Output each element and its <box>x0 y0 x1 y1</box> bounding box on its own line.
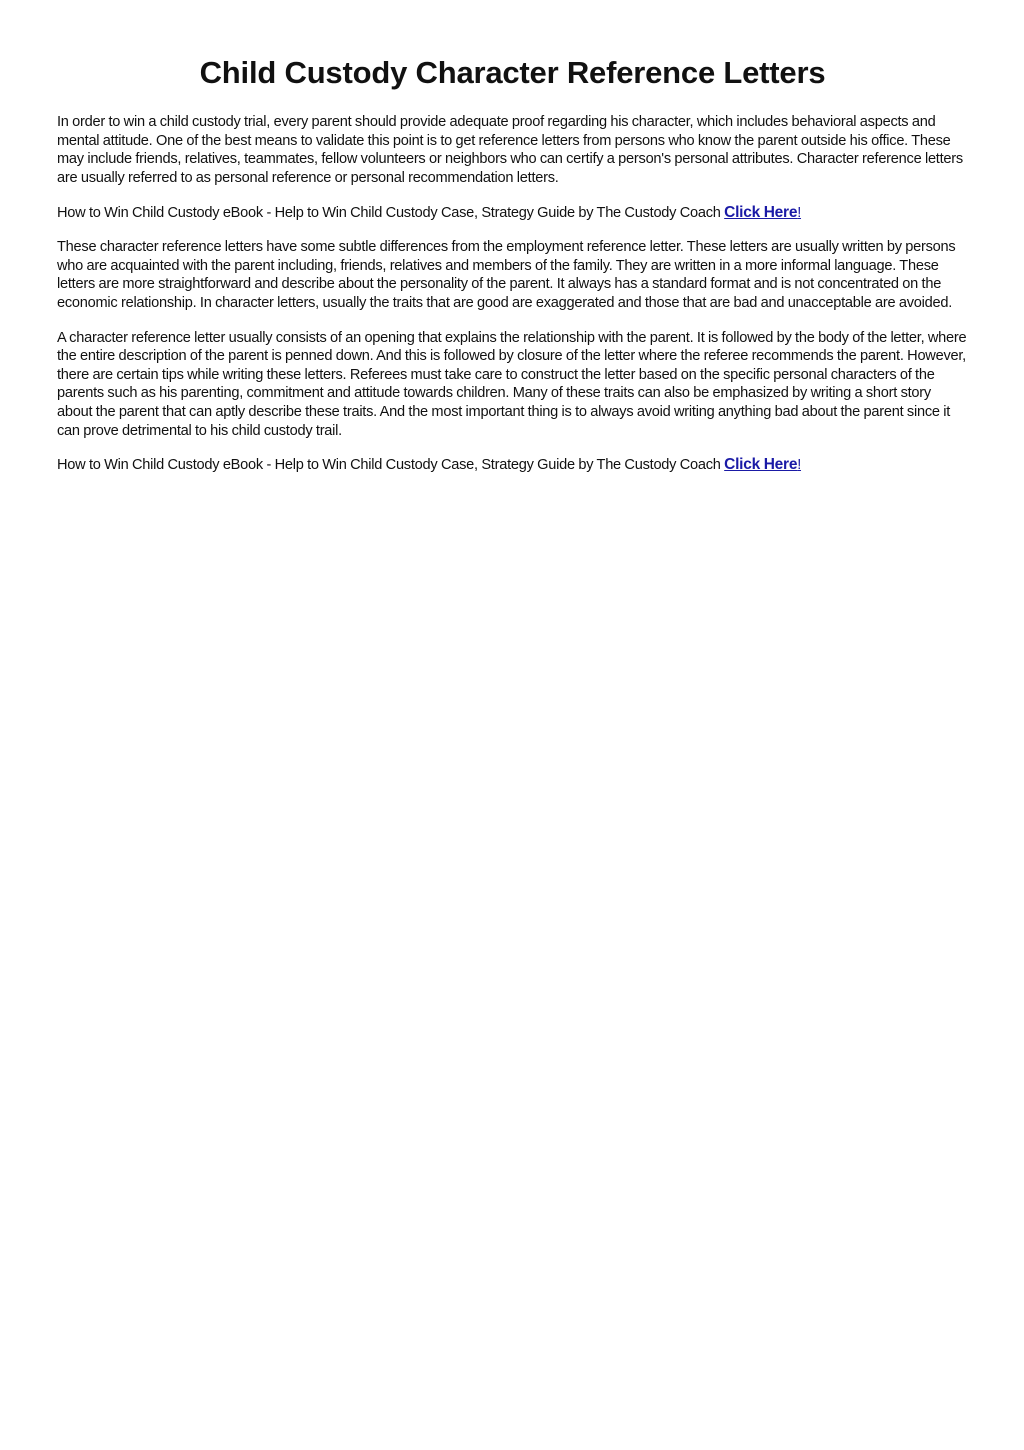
promo-text: How to Win Child Custody eBook - Help to Win Child Custody Case, Strategy Guide by The Custody Coach <box>57 204 725 221</box>
click-here-link[interactable]: Click Here <box>724 203 798 221</box>
promo-line-1 <box>57 204 968 223</box>
click-here-link[interactable]: Click Here <box>724 456 798 474</box>
promo-text: How to Win Child Custody eBook - Help to Win Child Custody Case, Strategy Guide by The Custody Coach <box>57 457 725 474</box>
link-suffix: ! <box>797 204 802 221</box>
paragraph-structure: A character reference letter usually consists of an opening that explains the relationship with the parent. It is followed by the body of the letter, where the entire description of the parent is penned down. And this is followed by closure of the letter where the referee recommends the parent. However, there are certain tips while writing these letters. Referees must take care to construct the letter based on the specific personal characters of the parents such as his parenting, commitment and attitude towards children. Many of these traits can also be emphasized by writing a short story about the parent that can aptly describe these traits. And the most important thing is to always avoid writing anything bad about the parent since it can prove detrimental to his child custody trail. <box>57 329 967 439</box>
link-suffix: ! <box>797 457 802 474</box>
paragraph-differences: These character reference letters have some subtle differences from the employment reference letter. These letters are usually written by persons who are acquainted with the parent including, friends, relatives and members of the family. They are written in a more informal language. These letters are more straightforward and describe about the personality of the parent. It always has a standard format and is not concentrated on the economic relationship. In character letters, usually the traits that are good are exaggerated and those that are bad and unacceptable are avoided. <box>57 239 956 311</box>
promo-line-2 <box>57 456 968 475</box>
page-title: Child Custody Character Reference Letters <box>199 55 826 90</box>
paragraph-intro: In order to win a child custody trial, every parent should provide adequate proof regarding his character, which includes behavioral aspects and mental attitude. One of the best means to validate this point is to get reference letters from persons who know the parent outside his office. These may include friends, relatives, teammates, fellow volunteers or neighbors who can certify a person's personal attributes. Character reference letters are usually referred to as personal reference or personal recommendation letters. <box>57 114 963 186</box>
